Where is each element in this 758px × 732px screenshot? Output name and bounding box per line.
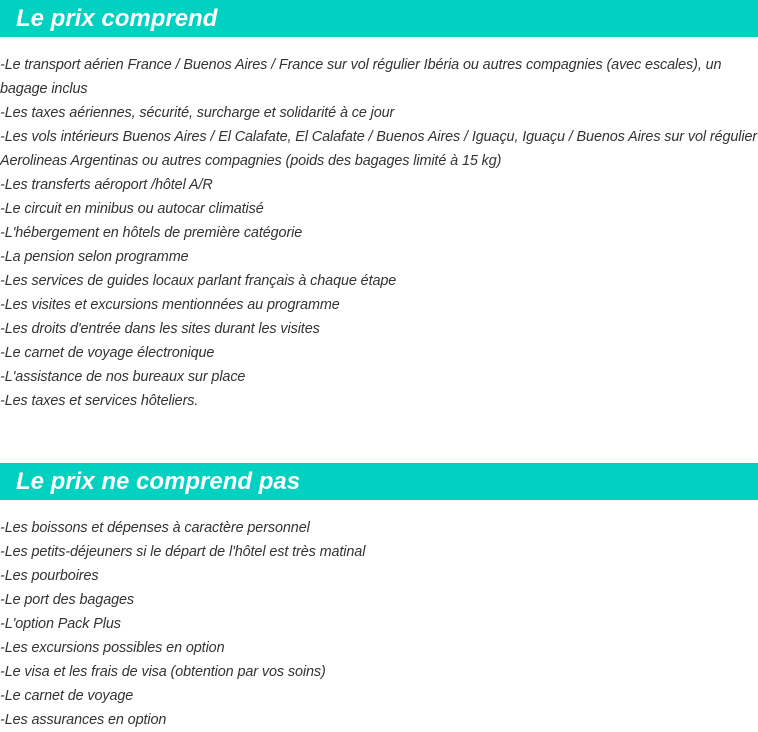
list-item: -Le transport aérien France / Buenos Aires / France sur vol régulier Ibéria ou autres compagnies (avec escales), un bagage inclus (0, 57, 722, 97)
list-item: -Le carnet de voyage (0, 688, 134, 704)
list-item: -L'option Pack Plus (0, 616, 121, 632)
list-item: -Le port des bagages (0, 592, 135, 608)
list-item: -La pension selon programme (0, 249, 189, 265)
list-item: -L'assistance de nos bureaux sur place (0, 369, 246, 385)
list-item: -Les taxes aériennes, sécurité, surcharge et solidarité à ce jour (0, 105, 395, 121)
list-item: -Le circuit en minibus ou autocar climatisé (0, 201, 264, 217)
section-header-includes (0, 0, 758, 37)
list-item: -Les boissons et dépenses à caractère personnel (0, 520, 310, 536)
list-item: -Le carnet de voyage électronique (0, 345, 215, 361)
list-item: -L'hébergement en hôtels de première catégorie (0, 225, 303, 241)
list-item: -Les pourboires (0, 568, 99, 584)
list-item: -Les assurances en option (0, 712, 167, 728)
section-title-excludes: Le prix ne comprend pas (16, 468, 301, 495)
list-item: -Les petits-déjeuners si le départ de l'hôtel est très matinal (0, 544, 366, 560)
list-item: -Les transferts aéroport /hôtel A/R (0, 177, 213, 193)
list-item: -Les droits d'entrée dans les sites durant les visites (0, 321, 320, 337)
list-item: -Les vols intérieurs Buenos Aires / El Calafate, El Calafate / Buenos Aires / Iguaçu, Iguaçu / Buenos Aires sur vol régulier Aerolineas Argentinas ou autres compagnies (poids des bagages limité à 15 kg) (0, 129, 758, 169)
includes-list (0, 53, 758, 413)
list-item: -Les taxes et services hôteliers. (0, 393, 199, 409)
list-item: -Les excursions possibles en option (0, 640, 225, 656)
list-item: -Le visa et les frais de visa (obtention par vos soins) (0, 664, 326, 680)
list-item: -Les visites et excursions mentionnées au programme (0, 297, 340, 313)
excludes-list (0, 516, 758, 732)
section-title-includes: Le prix comprend (16, 5, 218, 32)
list-item: -Les services de guides locaux parlant français à chaque étape (0, 273, 397, 289)
section-header-excludes (0, 463, 758, 500)
